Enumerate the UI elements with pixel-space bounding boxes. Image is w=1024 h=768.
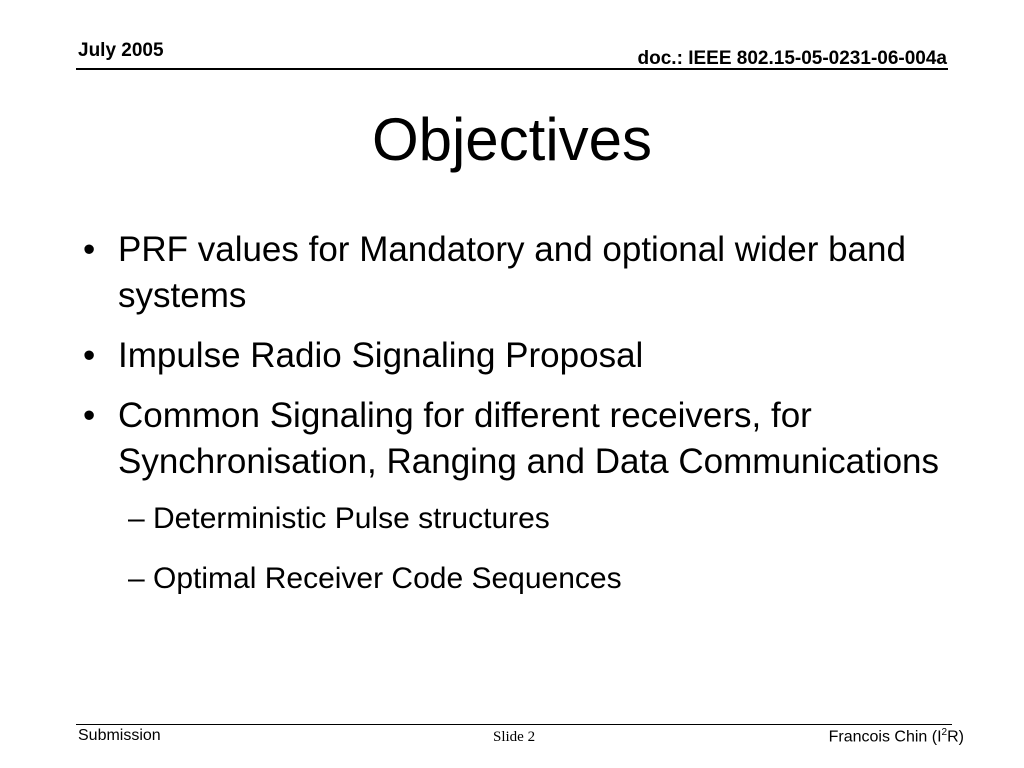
bullet-item: [80, 393, 980, 485]
sub-bullet-item: – Optimal Receiver Code Sequences: [128, 562, 622, 595]
bullet-item: [80, 227, 980, 319]
bullet-text: Impulse Radio Signaling Proposal: [118, 336, 644, 375]
bullet-text: Common Signaling for different receivers, for Synchronisation, Ranging and Data Communications: [118, 396, 940, 481]
sub-bullet-list: [128, 499, 980, 599]
footer-author: [829, 727, 964, 746]
bullet-marker: •: [83, 230, 96, 269]
footer-author-prefix: Francois Chin (I: [828, 728, 942, 746]
slide-title: Objectives: [371, 106, 653, 173]
bullet-list: [80, 227, 980, 619]
bullet-text: PRF values for Mandatory and optional wider band systems: [118, 230, 906, 315]
header-date: July 2005: [78, 40, 164, 61]
footer-slide-number: Slide 2: [493, 729, 536, 745]
header-divider: [76, 68, 948, 70]
footer-divider: [76, 724, 952, 725]
footer-submission: Submission: [78, 727, 161, 744]
bullet-marker: •: [83, 396, 96, 435]
bullet-marker: •: [83, 336, 96, 375]
bullet-item: [80, 333, 980, 379]
footer-author-suffix: R): [947, 728, 964, 746]
sub-bullet-item: – Deterministic Pulse structures: [128, 502, 550, 535]
footer-author-sup: 2: [941, 727, 948, 738]
header-doc-id: doc.: IEEE 802.15-05-0231-06-004a: [637, 48, 947, 69]
